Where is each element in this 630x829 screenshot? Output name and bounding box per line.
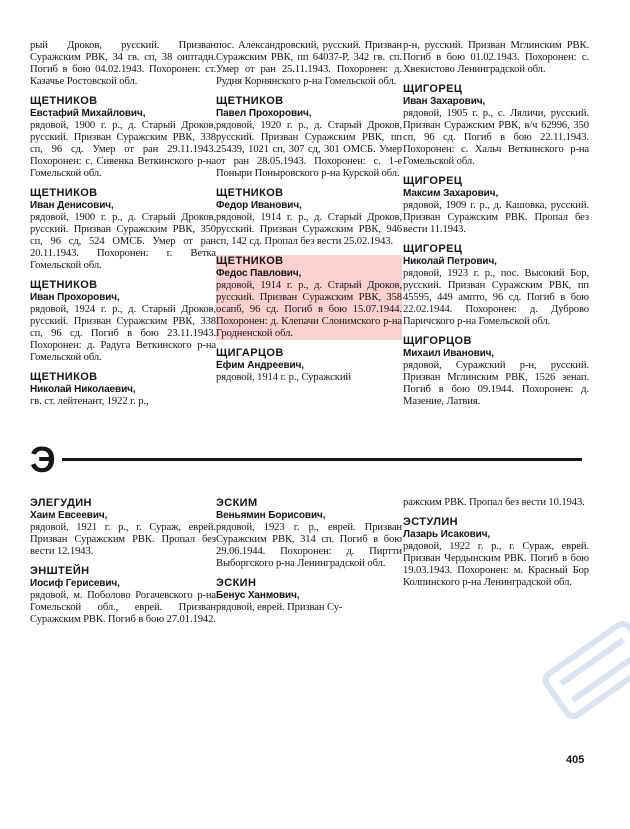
entry-given-name: Иосиф Герисевич, <box>30 578 120 589</box>
lower-column-1 <box>30 497 216 633</box>
entry-continuation <box>403 497 589 509</box>
entry-body: рядовой, 1914 г. р., д. Старый Дроков, русский. Призван Суражским РВК, 358 осапб, 96 сд. Погиб в бою 15.07.1944. Похоронен: д. Клепачи Слонимского р-на Гродненской обл. <box>216 280 402 339</box>
watermark-stamp <box>538 610 630 730</box>
entry-body: рядовой, 1909 г. р., д. Кашовка, русский. Призван Суражским РВК. Пропал без вести 11.1943. <box>403 200 589 235</box>
entry <box>403 83 589 168</box>
entry-given-name: Ефим Андреевич, <box>216 360 304 371</box>
entry-body: рядовой, 1920 г. р., д. Старый Дроков, русский. Призван Суражским РВК, пп 25439, 1021 сп, 307 сд, 301 ОМСБ. Умер от ран 28.05.1943. Похоронен: с. 1-е Поныри Поныровского р-на Курской обл. <box>216 120 402 179</box>
entry-given-name: Михаил Иванович, <box>403 348 495 359</box>
entry-surname: ЩЕТНИКОВ <box>30 371 98 383</box>
entry-surname: ЩИГОРЕЦ <box>403 83 463 95</box>
entry-given-name: Иван Денисович, <box>30 200 114 211</box>
entry-body: рядовой, 1923 г. р., пос. Высокий Бор, русский. Призван Суражским РВК, пп 45595, 449 ампто, 96 сд. Погиб в бою 22.02.1944. Похоронен: д. Дуброво Паричского р-на Гомельской обл. <box>403 268 589 327</box>
entry-given-name: Николай Петрович, <box>403 256 497 267</box>
column-3 <box>403 40 589 415</box>
lower-column-3 <box>403 497 589 596</box>
entry-continuation <box>30 40 216 88</box>
entry-given-name: Веньямин Борисович, <box>216 510 326 521</box>
entry-body: рый Дроков, русский. Призван Суражским РВК, 34 гв. сп, 38 оиптадн. Погиб в бою 04.02.1943. Похоронен: ст. Казачье Ростовской обл. <box>30 40 216 87</box>
column-1 <box>30 40 216 415</box>
entry <box>216 187 402 248</box>
entry-surname: ЭЛЕГУДИН <box>30 497 92 509</box>
entry-given-name: Федос Павлович, <box>216 268 302 279</box>
entry-surname: ЩЕТНИКОВ <box>216 95 284 107</box>
entry-body: рядовой, еврей. Призван Су- <box>216 602 343 613</box>
entry-body: пос. Александровский, русский. Призван Суражским РВК, пп 64037-Р, 342 гв. сп. Умер от ран 25.11.1943. Похоронен: д. Рудня Корнянского р-на Гомельской обл. <box>216 40 402 87</box>
entry-surname: ЩИГОРЕЦ <box>403 175 463 187</box>
entry-surname: ЭСКИН <box>216 577 257 589</box>
entry-surname: ЭНШТЕЙН <box>30 565 90 577</box>
entry-body: рядовой, м. Поболово Рогачевского р-на Гомельской обл., еврей. Призван Суражским РВК. Погиб в бою 27.01.1942. <box>30 590 216 625</box>
entry-body: гв. ст. лейтенант, 1922 г. р., <box>30 396 149 407</box>
entry-continuation <box>403 40 589 76</box>
entry-body: рядовой, 1914 г. р., д. Старый Дроков, русский. Призван Суражским РВК, 946 сп, 142 сд. Пропал без вести 25.02.1943. <box>216 212 402 247</box>
entry <box>216 95 402 180</box>
entry <box>30 565 216 626</box>
section-divider <box>30 440 582 480</box>
entry-body: рядовой, 1900 г. р., д. Старый Дроков, русский. Призван Суражским РВК, 338 сп, 96 сд. Умер от ран 29.11.1943. Похоронен: с. Сивенка Веткинского р-на Гомельской обл. <box>30 120 216 179</box>
entry-surname: ЩЕТНИКОВ <box>216 187 284 199</box>
entry-surname: ЩИГОРЕЦ <box>403 243 463 255</box>
page-number: 405 <box>566 754 585 766</box>
entry <box>216 497 402 570</box>
entry-body: рядовой, 1905 г. р., с. Ляличи, русский. Призван Суражским РВК, в/ч 62996, 350 сп, 96 сд. Погиб в бою 22.11.1943. Похоронен: с. Хальч Веткинского р-на Гомельской обл. <box>403 108 589 167</box>
entry <box>403 335 589 408</box>
entry <box>30 95 216 180</box>
entry-given-name: Павел Прохорович, <box>216 108 312 119</box>
entry-body: рядовой, Суражский р-н, русский. Призван Мглинским РВК, 1526 зенап. Погиб в бою 09.1944. Похоронен: д. Мазение, Латвия. <box>403 360 589 407</box>
entry-given-name: Лазарь Исакович, <box>403 529 491 540</box>
entry-body: рядовой, 1923 г. р., еврей. Призван Суражским РВК, 314 сп. Погиб в бою 29.06.1944. Похоронен: д. Пиртти Выборгского р-на Ленинградской обл. <box>216 522 402 569</box>
entry <box>216 577 402 614</box>
entry-given-name: Федор Иванович, <box>216 200 302 211</box>
entry-given-name: Хаим Евсеевич, <box>30 510 108 521</box>
section-letter: Э <box>30 439 56 480</box>
entry <box>30 187 216 272</box>
section-rule <box>62 458 582 461</box>
entry <box>403 243 589 328</box>
entry-surname: ЩЕТНИКОВ <box>30 187 98 199</box>
entry-given-name: Николай Николаевич, <box>30 384 136 395</box>
entry-body: ражским РВК. Пропал без вести 10.1943. <box>403 497 585 508</box>
entry-body: рядовой, 1924 г. р., д. Старый Дроков, русский. Призван Суражским РВК, 338 сп, 96 сд. Погиб в бою 23.11.1943. Похоронен: д. Радуга Веткинского р-на Гомельской обл. <box>30 304 216 363</box>
lower-column-2 <box>216 497 402 621</box>
entry-given-name: Иван Прохорович, <box>30 292 120 303</box>
entry-continuation <box>216 40 402 88</box>
entry <box>403 175 589 236</box>
entry-surname: ЩЕТНИКОВ <box>216 255 284 267</box>
entry <box>403 516 589 589</box>
entry <box>30 279 216 364</box>
entry-surname: ЩИГАРЦОВ <box>216 347 284 359</box>
entry-surname: ЩЕТНИКОВ <box>30 279 98 291</box>
entry <box>30 497 216 558</box>
entry <box>30 371 216 408</box>
entry-body: рядовой, 1914 г. р., Суражский <box>216 372 351 383</box>
entry-surname: ЩИГОРЦОВ <box>403 335 472 347</box>
entry-body: рядовой, 1922 г. р., г. Сураж, еврей. Призван Чердынским РВК. Погиб в бою 19.03.1943. Похоронен: м. Красный Бор Колпинского р-на Ленинградской обл. <box>403 541 589 588</box>
entry-given-name: Евстафий Михайлович, <box>30 108 146 119</box>
column-2 <box>216 40 402 391</box>
entry-given-name: Иван Захарович, <box>403 96 486 107</box>
entry-surname: ЩЕТНИКОВ <box>30 95 98 107</box>
entry-surname: ЭСТУЛИН <box>403 516 459 528</box>
entry-given-name: Бенус Ханмович, <box>216 590 300 601</box>
entry-body: р-н, русский. Призван Мглинским РВК. Погиб в бою 01.02.1943. Похоронен: с. Хвекистово Ленинградской обл. <box>403 40 589 75</box>
entry-body: рядовой, 1900 г. р., д. Старый Дроков, русский. Призван Суражским РВК, 350 сп, 96 сд, 524 ОМСБ. Умер от ран 20.11.1943. Похоронен: г. Ветка Гомельской обл. <box>30 212 216 271</box>
entry-surname: ЭСКИМ <box>216 497 258 509</box>
entry-given-name: Максим Захарович, <box>403 188 499 199</box>
highlighted-entry <box>216 255 402 340</box>
entry <box>216 347 402 384</box>
entry-body: рядовой, 1921 г. р., г. Сураж, еврей. Призван Суражским РВК. Пропал без вести 12.1943. <box>30 522 216 557</box>
